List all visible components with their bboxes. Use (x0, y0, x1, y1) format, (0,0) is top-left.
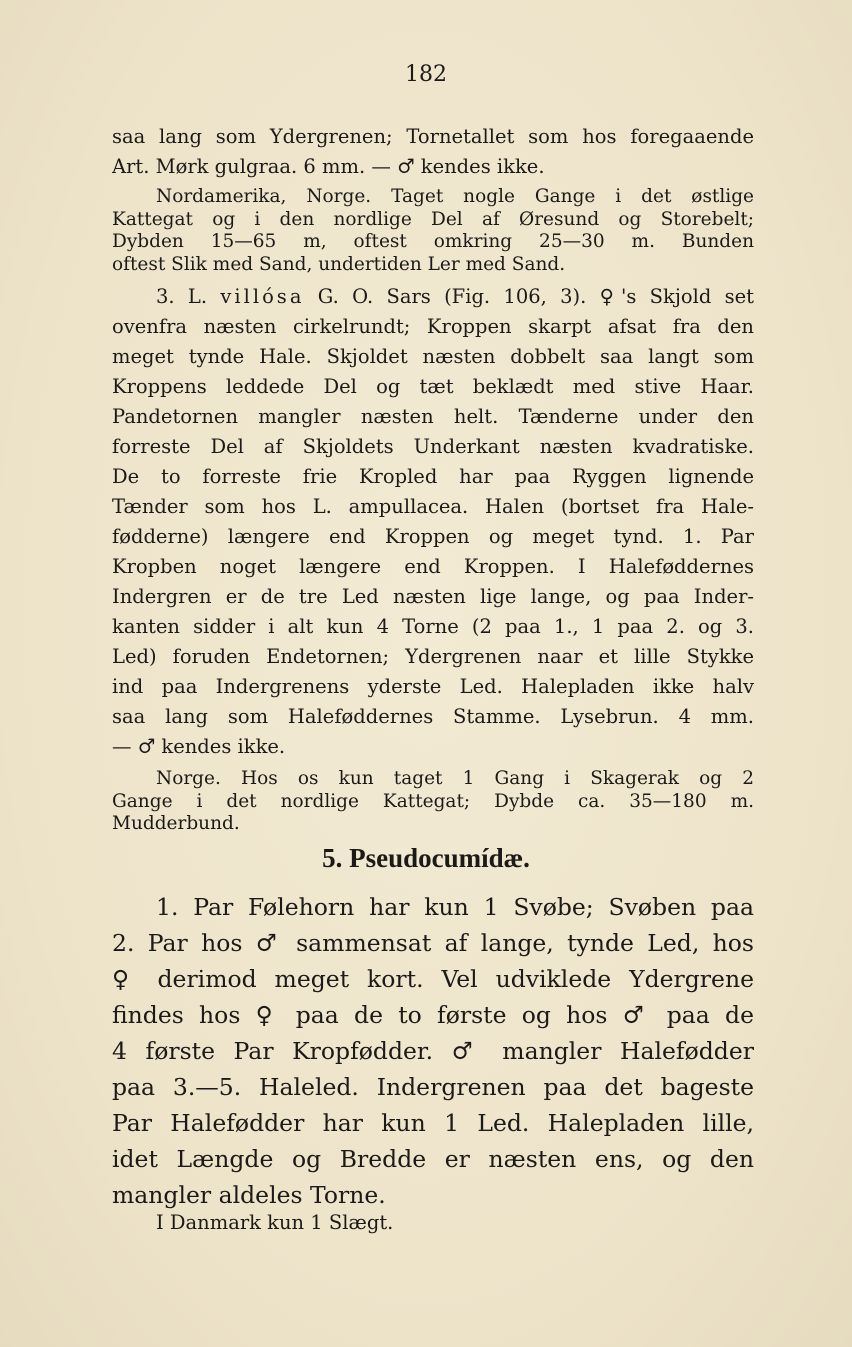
species-author: G. O. Sars (Fig. 106, 3). ♀'s Skjold set (304, 285, 754, 308)
text-line (112, 282, 754, 312)
text-line: Kattegat og i den nordlige Del af Øresund og Storebelt; (112, 208, 754, 230)
text-line: De to forreste frie Kropled har paa Ryggen lignende (112, 465, 754, 488)
text-line: Mudderbund. (112, 813, 240, 834)
text-line: Kroppens leddede Del og tæt beklædt med stive Haar. (112, 375, 754, 398)
text-line: ind paa Indergrenens yderste Led. Halepladen ikke halv (112, 675, 754, 698)
text-line: 4 første Par Kropfødder. ♂ mangler Halefødder (112, 1037, 754, 1065)
text-line: Dybden 15—65 m, oftest omkring 25—30 m. Bunden (112, 231, 754, 252)
text-line: Nordamerika, Norge. Taget nogle Gange i det østlige (156, 186, 754, 207)
text-line: I Danmark kun 1 Slægt. (156, 1211, 394, 1234)
species-description (112, 282, 754, 762)
text-line: meget tynde Hale. Skjoldet næsten dobbelt saa langt som (112, 345, 754, 368)
species-name: villósa (220, 285, 305, 308)
species-number: 3. L. (156, 285, 208, 308)
distribution-paragraph (112, 768, 754, 836)
text-line: Tænder som hos L. ampullacea. Halen (bortset fra Hale- (112, 495, 754, 518)
page-number: 182 (405, 62, 447, 87)
text-line: Led) foruden Endetornen; Ydergrenen naar et lille Stykke (112, 645, 754, 668)
text-line: Par Halefødder har kun 1 Led. Halepladen lille, (112, 1109, 754, 1137)
text-line: idet Længde og Bredde er næsten ens, og den (112, 1145, 754, 1173)
text-line: 2. Par hos ♂ sammensat af lange, tynde Led, hos (112, 929, 754, 957)
text-line: ♀ derimod meget kort. Vel udviklede Ydergrene (112, 965, 754, 993)
text-line: Gange i det nordlige Kattegat; Dybde ca. 35—180 m. (112, 790, 754, 812)
text-line: paa 3.—5. Haleled. Indergrenen paa det bageste (112, 1073, 754, 1101)
text-line: findes hos ♀ paa de to første og hos ♂ paa de (112, 1001, 754, 1029)
continuation-paragraph (112, 122, 754, 182)
text-line: Art. Mørk gulgraa. 6 mm. — ♂ kendes ikke. (112, 155, 545, 178)
distribution-paragraph (112, 186, 754, 276)
text-line: kanten sidder i alt kun 4 Torne (2 paa 1., 1 paa 2. og 3. (112, 615, 754, 638)
text-line: ovenfra næsten cirkelrundt; Kroppen skarpt afsat fra den (112, 315, 754, 338)
text-line: forreste Del af Skjoldets Underkant næsten kvadratiske. (112, 435, 754, 458)
text-line: Indergren er de tre Led næsten lige lange, og paa Inder- (112, 585, 754, 608)
text-line: saa lang som Ydergrenen; Tornetallet som hos foregaaende (112, 125, 754, 148)
text-line: — ♂ kendes ikke. (112, 735, 286, 758)
footer-note (112, 1208, 754, 1238)
text-line: saa lang som Haleføddernes Stamme. Lysebrun. 4 mm. (112, 705, 754, 728)
text-line: Kropben noget længere end Kroppen. I Haleføddernes (112, 555, 754, 578)
text-line: fødderne) længere end Kroppen og meget tynd. 1. Par (112, 525, 754, 548)
text-line: Norge. Hos os kun taget 1 Gang i Skagerak og 2 (156, 768, 754, 789)
text-line: Pandetornen mangler næsten helt. Tænderne under den (112, 405, 754, 428)
text-line: mangler aldeles Torne. (112, 1181, 386, 1209)
family-description (112, 889, 754, 1213)
text-line: 1. Par Følehorn har kun 1 Svøbe; Svøben paa (156, 893, 754, 921)
text-line: oftest Slik med Sand, undertiden Ler med Sand. (112, 253, 566, 275)
family-heading: 5. Pseudocumídæ. (322, 843, 530, 873)
